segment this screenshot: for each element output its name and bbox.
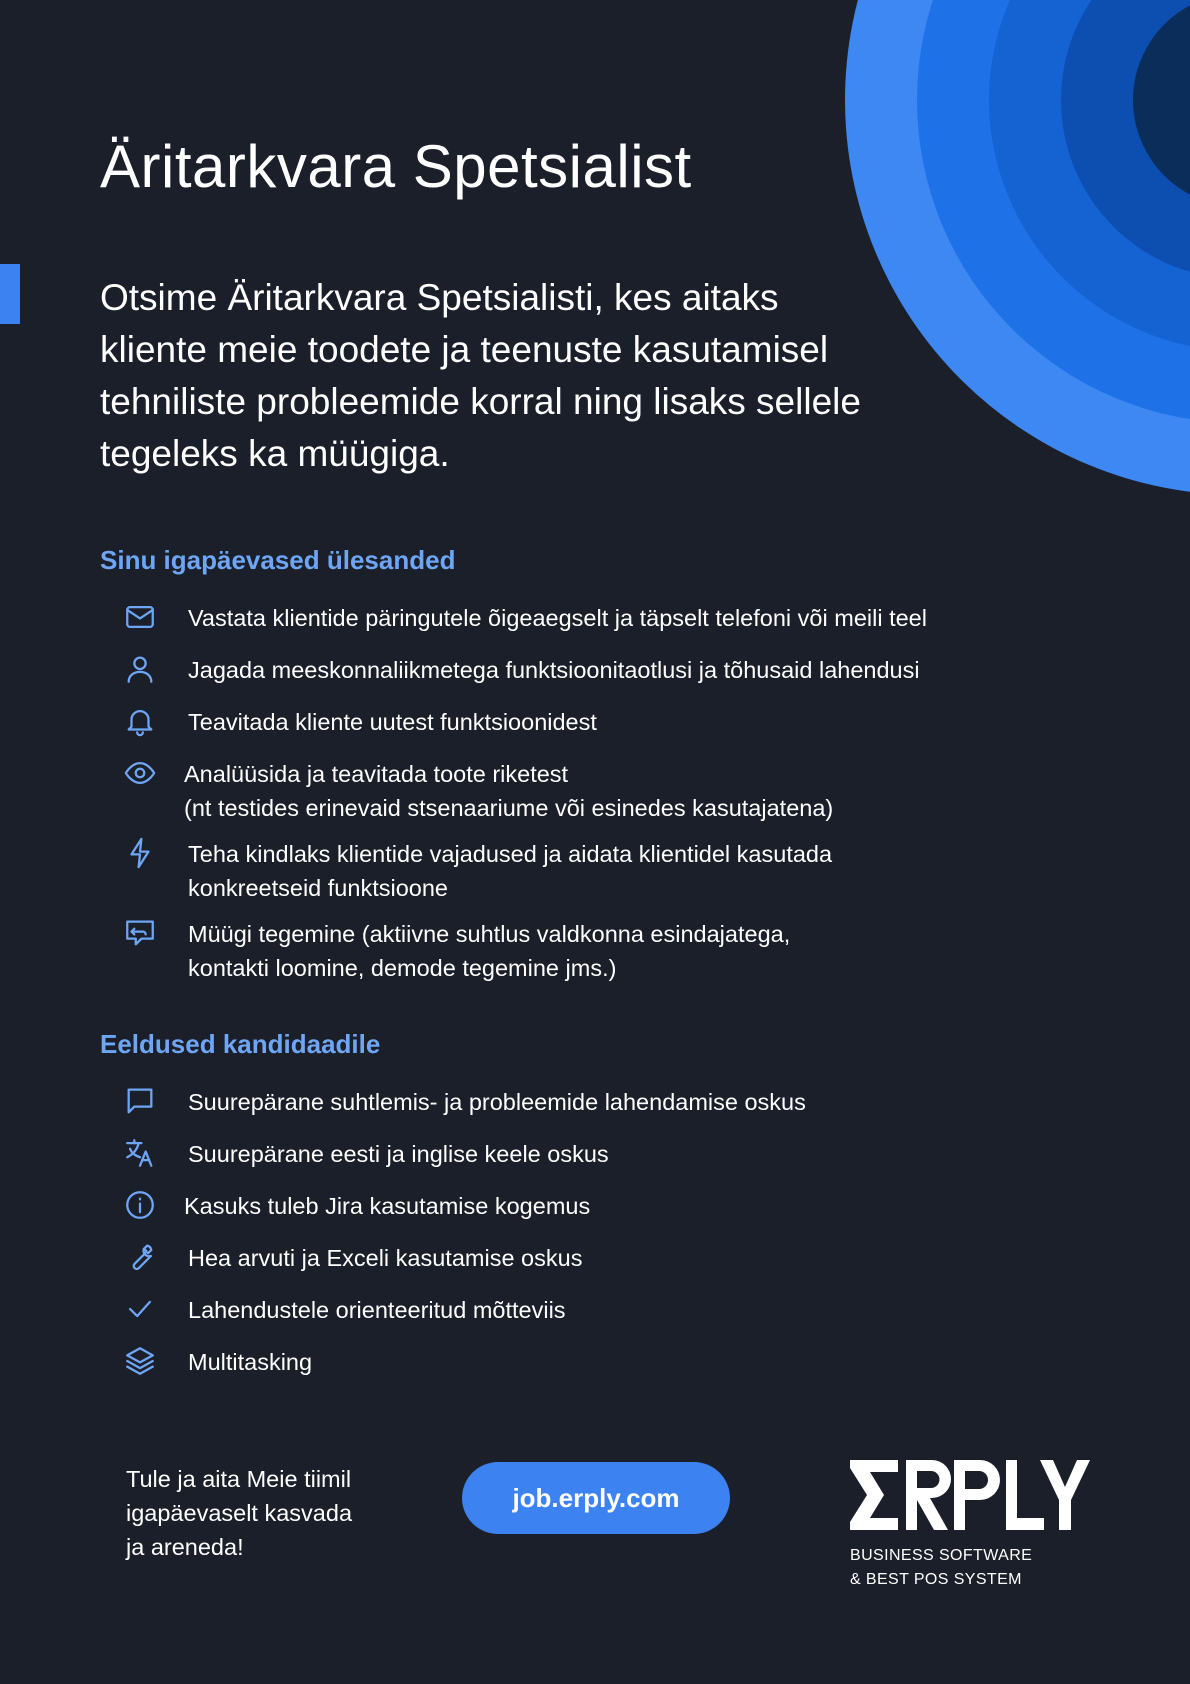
footer-line: ja areneda! <box>126 1534 244 1560</box>
requirement-text: Kasuks tuleb Jira kasutamise kogemus <box>184 1193 591 1219</box>
check-icon <box>120 1289 160 1329</box>
footer-line: igapäevaselt kasvada <box>126 1500 353 1526</box>
logo-tagline-line: BUSINESS SOFTWARE <box>850 1547 1033 1564</box>
requirement-item <box>120 1241 582 1277</box>
erply-logo <box>850 1460 1090 1530</box>
chat-reply-icon <box>120 913 160 953</box>
job-link-button[interactable]: job.erply.com <box>462 1462 730 1534</box>
requirement-text: Suurepärane eesti ja inglise keele oskus <box>188 1141 609 1167</box>
task-item <box>120 757 833 825</box>
requirements-heading: Eeldused kandidaadile <box>100 1029 381 1059</box>
task-item <box>120 917 790 985</box>
lightning-icon <box>120 833 160 873</box>
task-item <box>120 601 927 637</box>
translate-icon <box>120 1133 160 1173</box>
info-icon <box>120 1185 160 1225</box>
tasks-heading: Sinu igapäevased ülesanded <box>100 545 456 575</box>
task-text: Teha kindlaks klientide vajadused ja aidata klientidel kasutada <box>188 841 833 867</box>
intro-text: Otsime Äritarkvara Spetsialisti, kes aitaks kliente meie toodete ja teenuste kasutamisel tehniliste probleemide korral ning lisaks sellele tegeleks ka müügiga. <box>100 277 861 474</box>
requirement-item <box>120 1137 609 1173</box>
accent-bar <box>0 264 20 324</box>
decorative-rings <box>840 0 1190 495</box>
requirement-item <box>120 1345 312 1381</box>
eye-icon <box>120 753 160 793</box>
user-icon <box>120 649 160 689</box>
task-text: Müügi tegemine (aktiivne suhtlus valdkonna esindajatega, <box>188 921 791 947</box>
requirement-text: Multitasking <box>188 1349 313 1375</box>
requirement-text: Suurepärane suhtlemis- ja probleemide lahendamise oskus <box>188 1089 806 1115</box>
task-item <box>120 705 597 741</box>
task-text: Jagada meeskonnaliikmetega funktsioonitaotlusi ja tõhusaid lahendusi <box>188 657 920 683</box>
requirement-item <box>120 1293 566 1329</box>
requirement-item <box>120 1189 590 1225</box>
bell-icon <box>120 701 160 741</box>
layers-icon <box>120 1341 160 1381</box>
requirement-text: Lahendustele orienteeritud mõtteviis <box>188 1297 566 1323</box>
footer-message <box>126 1462 352 1564</box>
task-text: Analüüsida ja teavitada toote riketest <box>184 761 569 787</box>
message-square-icon <box>120 1081 160 1121</box>
wrench-icon <box>120 1237 160 1277</box>
task-text-line2: konkreetseid funktsioone <box>188 875 448 901</box>
task-text: Teavitada kliente uutest funktsioonidest <box>188 709 597 735</box>
task-text-line2: kontakti loomine, demode tegemine jms.) <box>188 955 617 981</box>
footer-line: Tule ja aita Meie tiimil <box>126 1466 352 1492</box>
page-title: Äritarkvara Spetsialist <box>100 133 692 200</box>
mail-icon <box>120 597 160 637</box>
requirement-item <box>120 1085 806 1121</box>
logo-tagline-line: & BEST POS SYSTEM <box>850 1571 1022 1588</box>
logo-tagline <box>850 1544 1032 1592</box>
task-item <box>120 837 832 905</box>
task-item <box>120 653 920 689</box>
task-text: Vastata klientide päringutele õigeaegselt ja täpselt telefoni või meili teel <box>188 605 927 631</box>
task-text-line2: (nt testides erinevaid stsenaariume või esinedes kasutajatena) <box>184 795 834 821</box>
requirement-text: Hea arvuti ja Exceli kasutamise oskus <box>188 1245 583 1271</box>
